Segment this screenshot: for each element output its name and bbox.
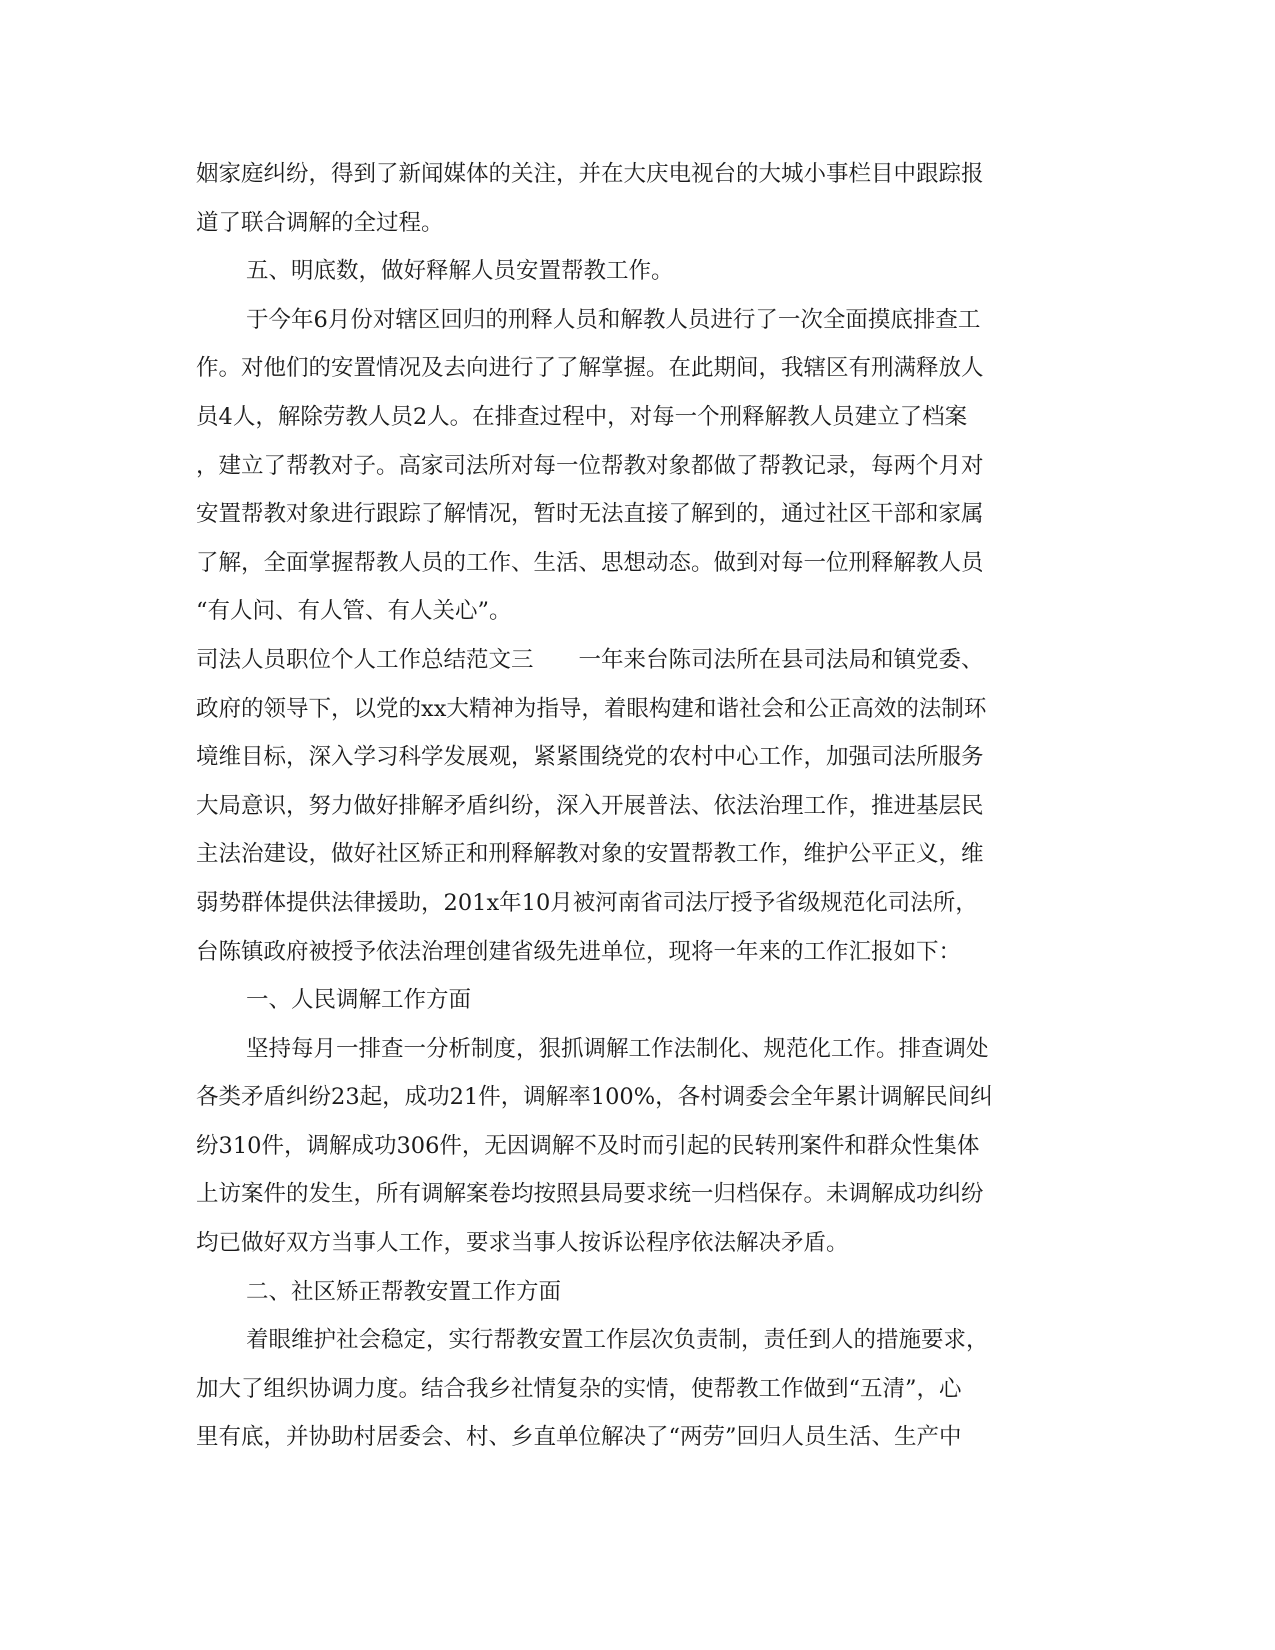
- body-text-line: 员4人，解除劳教人员2人。在排查过程中，对每一个刑释解教人员建立了档案: [196, 403, 968, 430]
- body-text-line: 上访案件的发生，所有调解案卷均按照县局要求统一归档保存。未调解成功纠纷: [196, 1181, 984, 1208]
- sample-title-line: 司法人员职位个人工作总结范文三 一年来台陈司法所在县司法局和镇党委、: [196, 646, 984, 673]
- paragraph-first-line: 着眼维护社会稳定，实行帮教安置工作层次负责制，责任到人的措施要求，: [246, 1327, 989, 1354]
- body-text-line: 姻家庭纠纷，得到了新闻媒体的关注，并在大庆电视台的大城小事栏目中跟踪报: [196, 161, 984, 187]
- paragraph-first-line: 于今年6月份对辖区回归的刑释人员和解教人员进行了一次全面摸底排查工: [246, 306, 981, 333]
- body-text-line: 均已做好双方当事人工作，要求当事人按诉讼程序依法解决矛盾。: [196, 1230, 849, 1257]
- body-text-line: 了解，全面掌握帮教人员的工作、生活、思想动态。做到对每一位刑释解教人员: [196, 549, 984, 576]
- body-text-line: 里有底，并协助村居委会、村、乡直单位解决了“两劳”回归人员生活、生产中: [196, 1424, 962, 1451]
- body-text-line: 政府的领导下，以党的xx大精神为指导，着眼构建和谐社会和公正高效的法制环: [196, 695, 987, 722]
- body-text-line: 主法治建设，做好社区矫正和刑释解教对象的安置帮教工作，维护公平正义，维: [196, 841, 984, 868]
- section-heading-five: 五、明底数，做好释解人员安置帮教工作。: [246, 258, 674, 285]
- section-heading-one: 一、人民调解工作方面: [246, 987, 472, 1014]
- body-text-line: 境维目标，深入学习科学发展观，紧紧围绕党的农村中心工作，加强司法所服务: [196, 744, 984, 771]
- body-text-line: 台陈镇政府被授予依法治理创建省级先进单位，现将一年来的工作汇报如下：: [196, 938, 962, 965]
- paragraph-first-line: 坚持每月一排查一分析制度，狠抓调解工作法制化、规范化工作。排查调处: [246, 1035, 989, 1062]
- body-text-line: 纷310件，调解成功306件，无因调解不及时而引起的民转刑案件和群众性集体: [196, 1132, 980, 1159]
- document-body: [196, 150, 1076, 1462]
- body-text-line: “有人问、有人管、有人关心”。: [196, 598, 512, 625]
- body-text-line: 道了联合调解的全过程。: [196, 209, 444, 236]
- body-text-line: 作。对他们的安置情况及去向进行了了解掌握。在此期间，我辖区有刑满释放人: [196, 355, 984, 382]
- body-text-line: 大局意识，努力做好排解矛盾纠纷，深入开展普法、依法治理工作，推进基层民: [196, 792, 984, 819]
- body-text-line: 安置帮教对象进行跟踪了解情况，暂时无法直接了解到的，通过社区干部和家属: [196, 501, 984, 528]
- body-text-line: 弱势群体提供法律援助，201x年10月被河南省司法厅授予省级规范化司法所，: [196, 889, 978, 916]
- section-heading-two: 二、社区矫正帮教安置工作方面: [246, 1278, 562, 1305]
- body-text-line: 各类矛盾纠纷23起，成功21件，调解率100%，各村调委会全年累计调解民间纠: [196, 1084, 993, 1111]
- body-text-line: ，建立了帮教对子。高家司法所对每一位帮教对象都做了帮教记录，每两个月对: [196, 452, 984, 479]
- body-text-line: 加大了组织协调力度。结合我乡社情复杂的实情，使帮教工作做到“五清”，心: [196, 1375, 962, 1402]
